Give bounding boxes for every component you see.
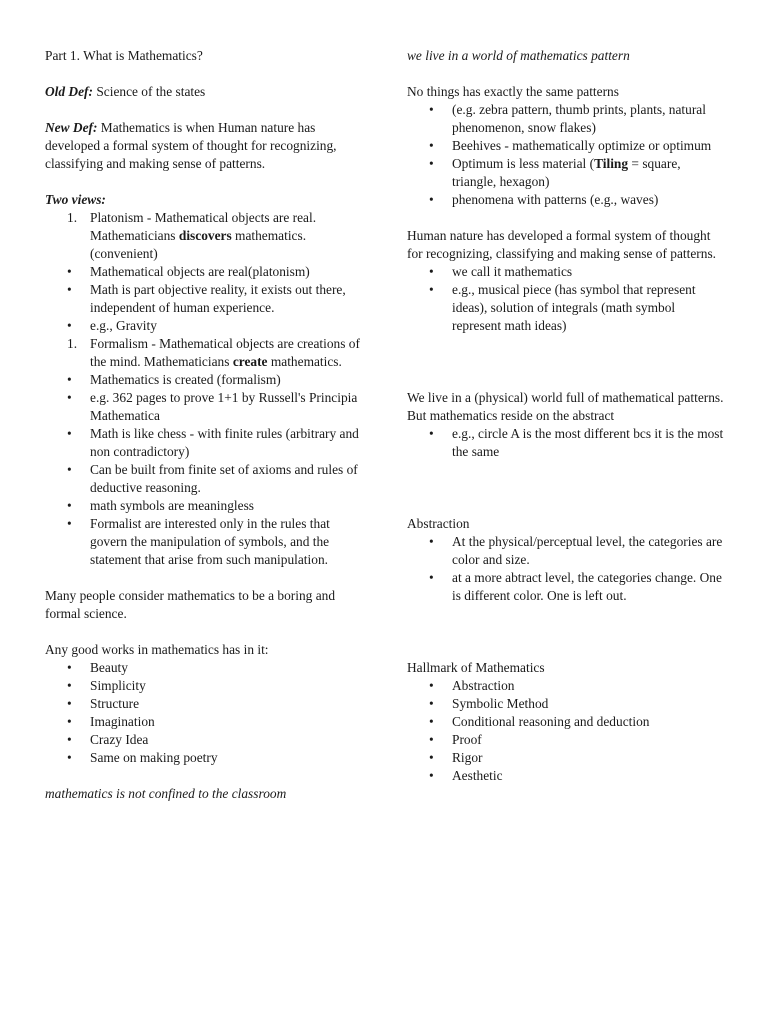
list-item: • Beauty [45,659,367,677]
list-item: • Aesthetic [407,767,725,785]
tiling-text-before: Optimum is less material ( [452,156,595,171]
list-item: • e.g., Gravity [45,317,367,335]
list-item: • Structure [45,695,367,713]
list-item: • Math is like chess - with finite rules (arbitrary and non contradictory) [45,425,367,461]
list-item: • Beehives - mathematically optimize or optimum [407,137,725,155]
platonism-item [45,209,367,263]
pattern-bullets [407,101,725,209]
pattern-heading: we live in a world of mathematics pattern [407,48,630,63]
human-nature-bullets [407,263,725,335]
new-definition [45,119,367,173]
new-def-text: Mathematics is when Human nature has developed a formal system of thought for recognizing, classifying and making sense of patterns. [45,120,337,171]
two-views-label: Two views: [45,192,106,207]
platonism-bullets [45,263,367,335]
left-column [45,47,367,803]
platonism-bold: discovers [178,228,232,243]
formalism-bullets [45,371,367,569]
physical-world-paragraph: We live in a (physical) world full of mathematical patterns. But mathematics reside on the abstract [407,390,724,423]
list-item: • math symbols are meaningless [45,497,367,515]
list-item: • e.g., musical piece (has symbol that represent ideas), solution of integrals (math symbol represent math ideas) [407,281,725,335]
formalism-bold: create [232,354,268,369]
list-item: • Abstraction [407,677,725,695]
good-works-paragraph: Any good works in mathematics has in it: [45,642,269,657]
list-item: • Conditional reasoning and deduction [407,713,725,731]
formalism-text-after: mathematics. [267,354,342,369]
formalism-list [45,335,367,371]
hallmark-list [407,677,725,785]
list-item: • Symbolic Method [407,695,725,713]
platonism-text-after: mathematics. (convenient) [90,228,307,261]
footer-note: mathematics is not confined to the classroom [45,786,287,801]
hallmark-heading: Hallmark of Mathematics [407,660,545,675]
page-title: Part 1. What is Mathematics? [45,48,203,63]
right-column [407,47,725,785]
list-item: • Mathematics is created (formalism) [45,371,367,389]
list-item: • we call it mathematics [407,263,725,281]
old-definition [45,83,367,101]
list-item: • (e.g. zebra pattern, thumb prints, plants, natural phenomenon, snow flakes) [407,101,725,137]
new-def-label: New Def: [45,120,98,135]
list-item: • Can be built from finite set of axioms and rules of deductive reasoning. [45,461,367,497]
list-item: • Rigor [407,749,725,767]
platonism-list [45,209,367,263]
physical-bullets [407,425,725,461]
list-item: • At the physical/perceptual level, the categories are color and size. [407,533,725,569]
no-things-paragraph: No things has exactly the same patterns [407,84,619,99]
platonism-text-before: Platonism - Mathematical objects are real. Mathematicians [90,210,317,243]
old-def-label: Old Def: [45,84,93,99]
good-works-list [45,659,367,767]
abstraction-heading: Abstraction [407,516,470,531]
many-people-paragraph: Many people consider mathematics to be a boring and formal science. [45,588,336,621]
abstraction-bullets [407,533,725,605]
tiling-text-after: = square, triangle, hexagon) [452,156,681,189]
list-item: • Mathematical objects are real(platonism) [45,263,367,281]
human-nature-paragraph: Human nature has developed a formal system of thought for recognizing, classifying and making sense of patterns. [407,228,717,261]
tiling-bold: Tiling [594,156,629,171]
list-item: • phenomena with patterns (e.g., waves) [407,191,725,209]
list-item: • at a more abtract level, the categories change. One is different color. One is left out. [407,569,725,605]
list-item [407,155,725,191]
list-item: • Same on making poetry [45,749,367,767]
list-number: 1. [67,210,78,225]
list-item: • Formalist are interested only in the rules that govern the manipulation of symbols, and the statement that arise from such manipulation. [45,515,367,569]
list-item: • Crazy Idea [45,731,367,749]
formalism-item [45,335,367,371]
old-def-text: Science of the states [96,84,206,99]
list-item: • Simplicity [45,677,367,695]
list-number: 1. [67,336,78,351]
list-item: • e.g., circle A is the most different bcs it is the most the same [407,425,725,461]
list-item: • Imagination [45,713,367,731]
list-item: • Proof [407,731,725,749]
list-item: • e.g. 362 pages to prove 1+1 by Russell's Principia Mathematica [45,389,367,425]
formalism-text-before: Formalism - Mathematical objects are creations of the mind. Mathematicians [90,336,360,369]
list-item: • Math is part objective reality, it exists out there, independent of human experience. [45,281,367,317]
